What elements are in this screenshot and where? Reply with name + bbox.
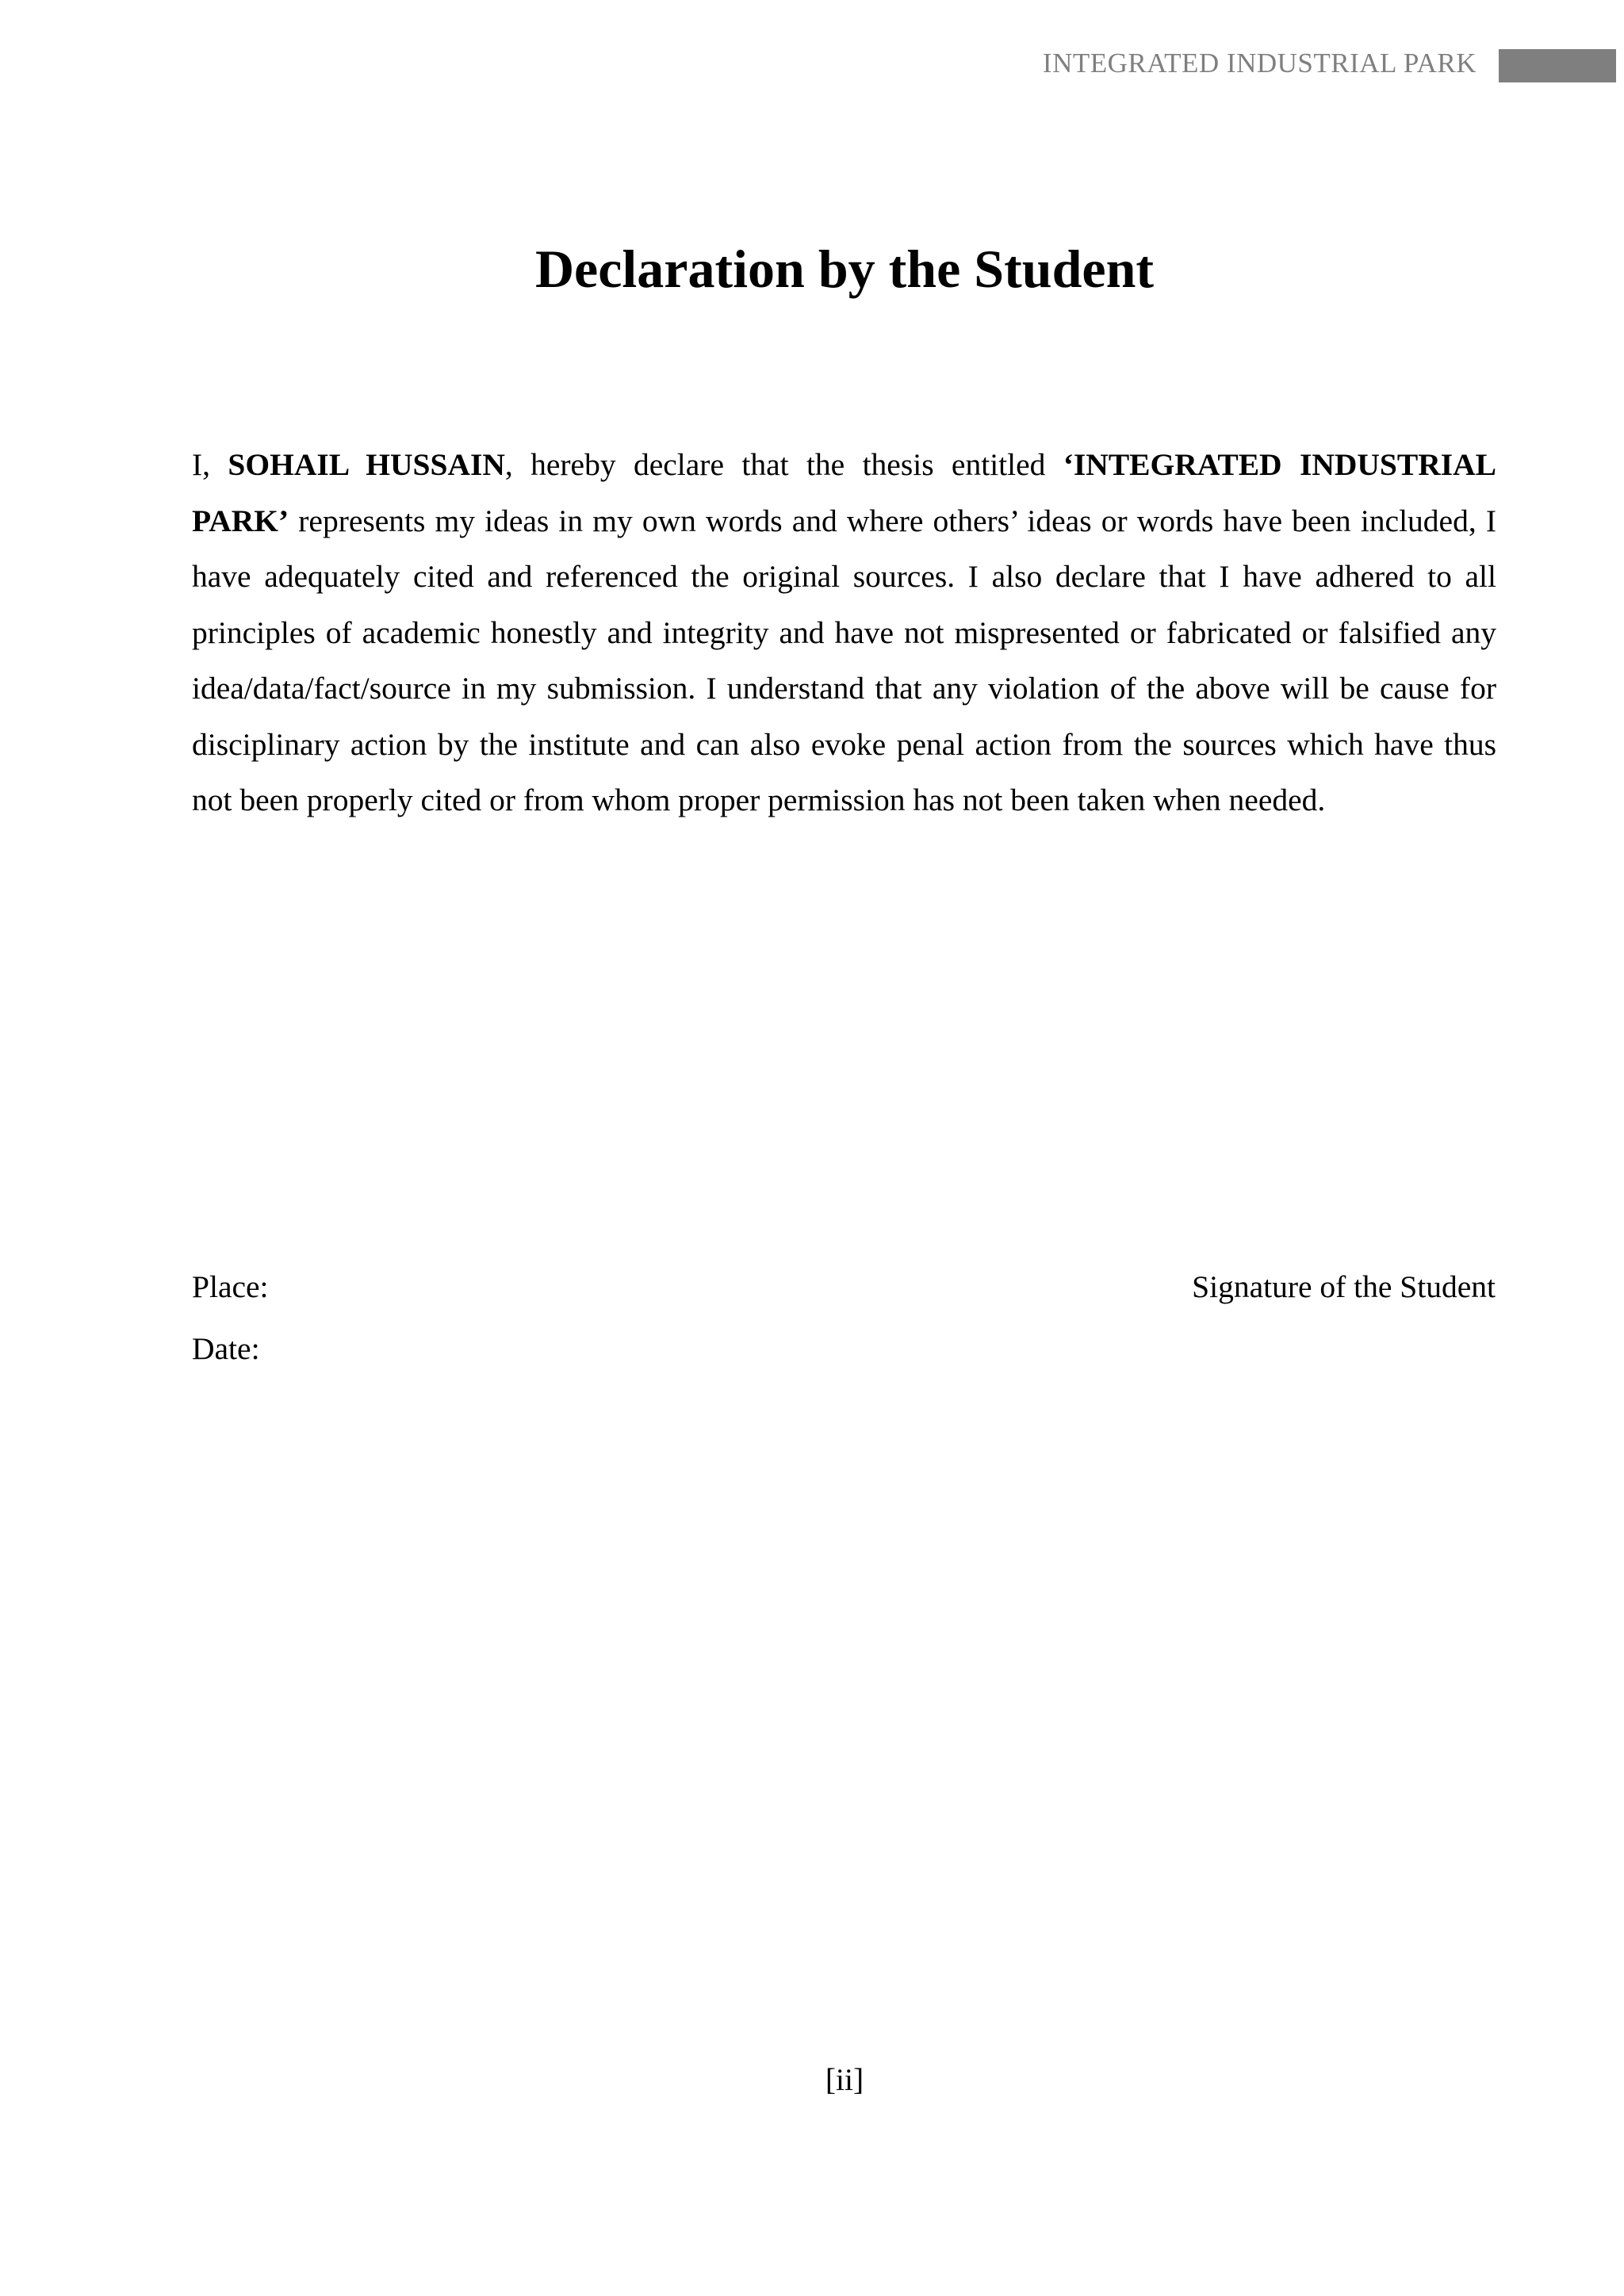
declaration-text-1: , hereby declare that the thesis entitled xyxy=(504,447,1063,482)
student-name: SOHAIL HUSSAIN xyxy=(228,447,505,482)
place-label: Place: xyxy=(192,1269,269,1304)
declaration-paragraph xyxy=(192,437,1496,828)
declaration-intro: I, xyxy=(192,447,228,482)
running-header: INTEGRATED INDUSTRIAL PARK xyxy=(1042,48,1477,78)
signature-label: Signature of the Student xyxy=(1192,1269,1496,1304)
date-label: Date: xyxy=(192,1331,260,1366)
thesis-title: ‘INTEGRATED INDUSTRIAL PARK’ xyxy=(192,447,1496,538)
header-tab-bar xyxy=(1499,49,1616,82)
declaration-text-2: represents my ideas in my own words and where others’ ideas or words have been included, I have adequately cited and referenced the original sources. I also declare that I have adhered to all principles of academic honestly and integrity and have not mispresented or fabricated or falsified any idea/data/fact/source in my submission. I understand that any violation of the above will be cause for disciplinary action by the institute and can also evoke penal action from the sources which have thus not been properly cited or from whom proper permission has not been taken when needed. xyxy=(192,503,1496,817)
page-number: [ii] xyxy=(825,2062,864,2097)
page-title: Declaration by the Student xyxy=(534,239,1155,299)
